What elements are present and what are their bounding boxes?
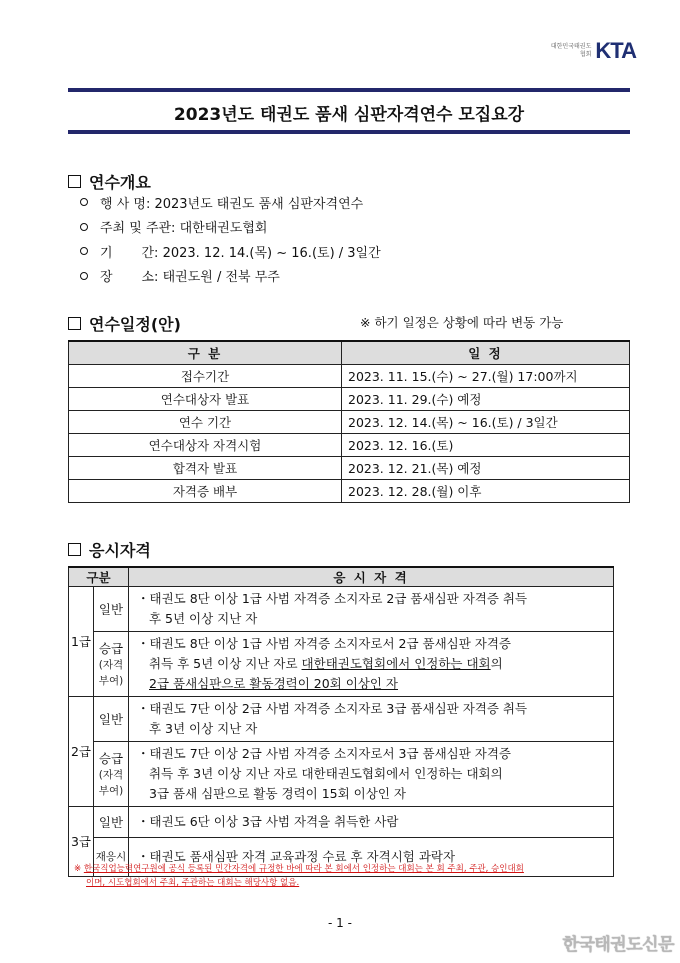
type-cell: 일반 xyxy=(94,587,129,632)
type-cell: 일반 xyxy=(94,807,129,838)
table-row: 접수기간 2023. 11. 15.(수) ~ 27.(월) 17:00까지 xyxy=(69,365,630,388)
table-row xyxy=(69,742,614,807)
page-number: - 1 - xyxy=(328,916,352,930)
description-cell: ・태권도 품새심판 자격 교육과정 수료 후 자격시험 과락자 xyxy=(129,838,614,877)
table-header-row xyxy=(69,567,614,587)
column-header: 응 시 자 격 xyxy=(129,567,614,587)
circle-bullet-icon xyxy=(80,198,88,206)
title-rule-top xyxy=(68,88,630,92)
overview-heading: 연수개요 xyxy=(89,173,151,192)
list-item: 주최 및 주관: 대한태권도협회 xyxy=(80,215,381,240)
logo-org-text: 대한민국태권도협회 xyxy=(550,43,592,58)
document-title: 2023년도 태권도 품새 심판자격연수 모집요강 xyxy=(173,105,525,125)
grade-level: 2급 xyxy=(69,697,94,807)
description-cell: ・태권도 8단 이상 1급 사범 자격증 소지자로 2급 품새심판 자격증 취득 후 5년 이상 지난 자 xyxy=(129,587,614,632)
overview-list xyxy=(80,190,381,288)
circle-bullet-icon xyxy=(80,247,88,255)
table-row xyxy=(69,632,614,697)
table-row: 연수대상자 자격시험 2023. 12. 16.(토) xyxy=(69,434,630,457)
table-row xyxy=(69,587,614,632)
column-header: 구분 xyxy=(69,567,129,587)
grade-level: 1급 xyxy=(69,587,94,697)
schedule-table xyxy=(68,340,630,503)
description-cell: ・태권도 7단 이상 2급 사범 자격증 소지자로서 3급 품새심판 자격증 취득 후 3년 이상 지난 자로 대한태권도협회에서 인정하는 대회의 3급 품새 심판으로 활동 경력이 15회 이상인 자 xyxy=(129,742,614,807)
description-cell: ・태권도 7단 이상 2급 사범 자격증 소지자로 3급 품새심판 자격증 취득 후 3년 이상 지난 자 xyxy=(129,697,614,742)
table-header-row xyxy=(69,341,630,365)
logo-mark: KTA xyxy=(595,38,636,63)
checkbox-icon xyxy=(68,175,81,188)
table-row: 합격자 발표 2023. 12. 21.(목) 예정 xyxy=(69,457,630,480)
list-item: 행 사 명: 2023년도 태권도 품새 심판자격연수 xyxy=(80,190,381,215)
description-cell: ・태권도 6단 이상 3급 사범 자격을 취득한 사람 xyxy=(129,807,614,838)
table-row xyxy=(69,807,614,838)
circle-bullet-icon xyxy=(80,223,88,231)
checkbox-icon xyxy=(68,317,81,330)
watermark: 한국태권도신문 xyxy=(562,935,674,955)
column-header: 일 정 xyxy=(342,341,630,365)
table-row: 연수 기간 2023. 12. 14.(목) ~ 16.(토) / 3일간 xyxy=(69,411,630,434)
table-row xyxy=(69,697,614,742)
qualification-table xyxy=(68,566,614,877)
type-cell: 승급 (자격부여) xyxy=(94,742,129,807)
footnote: ※ 한국직업능력연구원에 공식 등록된 민간자격에 규정한 바에 따라 본 회에서 인정하는 대회는 본 회 주최, 주관, 승인대회 이며, 시도협회에서 주최, 주관하는 대회는 해당사항 없음. xyxy=(74,864,524,888)
type-cell: 일반 xyxy=(94,697,129,742)
schedule-heading: 연수일정(안) xyxy=(89,315,181,334)
title-rule-bottom xyxy=(68,130,630,134)
table-row: 자격증 배부 2023. 12. 28.(월) 이후 xyxy=(69,480,630,503)
description-cell: ・태권도 8단 이상 1급 사범 자격증 소지자로서 2급 품새심판 자격증 취득 후 5년 이상 지난 자로 대한태권도협회에서 인정하는 대회의 2급 품새심판으로 활동경력이 20회 이상인 자 xyxy=(129,632,614,697)
type-cell: 승급 (자격부여) xyxy=(94,632,129,697)
table-row: 연수대상자 발표 2023. 11. 29.(수) 예정 xyxy=(69,388,630,411)
circle-bullet-icon xyxy=(80,272,88,280)
list-item: 장 소: 태권도원 / 전북 무주 xyxy=(80,264,381,289)
column-header: 구 분 xyxy=(69,341,342,365)
kta-logo xyxy=(545,38,636,64)
schedule-note: ※ 하기 일정은 상황에 따라 변동 가능 xyxy=(360,315,564,330)
checkbox-icon xyxy=(68,543,81,556)
grade-level: 3급 xyxy=(69,807,94,877)
qualification-heading: 응시자격 xyxy=(89,541,151,560)
section-qualification xyxy=(68,538,151,561)
type-cell: 재응시 xyxy=(94,838,129,877)
section-schedule xyxy=(68,312,181,335)
list-item: 기 간: 2023. 12. 14.(목) ~ 16.(토) / 3일간 xyxy=(80,239,381,264)
